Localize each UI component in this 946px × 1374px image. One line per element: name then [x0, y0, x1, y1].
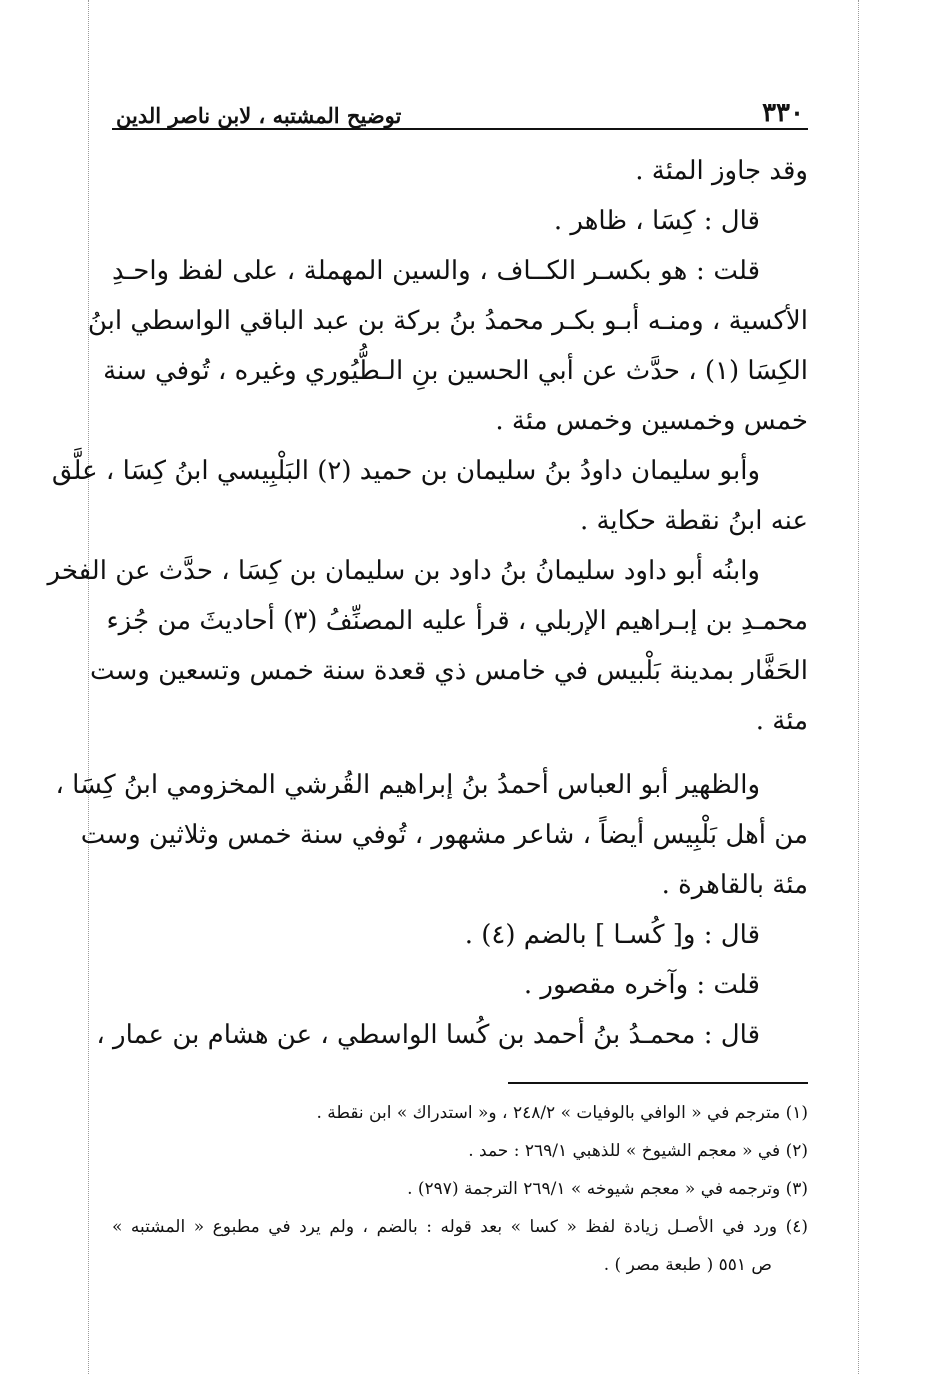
text-line: الأكسية ، ومنـه أبـو بكـر محمدُ بنُ بركة بن عبد الباقي الواسطي ابنُ	[87, 306, 808, 336]
text-line: الكِسَا (١) ، حدَّث عن أبي الحسين بنِ الـطُّيُوري وغيره ، تُوفي سنة	[103, 356, 808, 386]
footnote-separator	[508, 1082, 808, 1084]
footnote-continuation: ص ٥٥١ ( طبعة مصر ) .	[603, 1255, 772, 1275]
text-line: مئة .	[755, 706, 808, 736]
footnote: (٣) وترجمه في « معجم شيوخه » ٢٦٩/١ الترجمة (٢٩٧) .	[407, 1179, 808, 1199]
text-line: وقد جاوز المئة .	[635, 156, 808, 186]
page-header	[112, 82, 808, 130]
text-line: قال : كِسَا ، ظاهر .	[553, 206, 760, 236]
text-line: مئة بالقاهرة .	[661, 870, 808, 900]
scan-edge-dots-right	[858, 0, 859, 1374]
running-title: توضيح المشتبه ، لابن ناصر الدين	[116, 103, 402, 128]
text-line: قال : محمـدُ بنُ أحمد بن كُسا الواسطي ، عن هشام بن عمار ،	[96, 1020, 760, 1050]
text-line: قال : و[ كُسـا ] بالضم (٤) .	[464, 920, 760, 950]
main-text	[47, 146, 808, 1060]
text-line: قلت : هو بكسـر الكــاف ، والسين المهملة ، على لفظ واحـدِ	[112, 256, 760, 286]
scan-edge-dots-left	[88, 0, 89, 1374]
text-line: الحَفَّار بمدينة بَلْبيس في خامس ذي قعدة سنة خمس وتسعين وست	[89, 656, 808, 686]
paragraph-gap	[112, 746, 808, 760]
text-line: محمـدِ بن إبـراهيم الإربلي ، قرأ عليه المصنِّفُ (٣) أحاديثَ من جُزء	[106, 606, 808, 636]
text-line: قلت : وآخره مقصور .	[523, 970, 760, 1000]
text-line: وأبو سليمان داودُ بنُ سليمان بن حميد (٢) البَلْبِيسي ابنُ كِسَا ، علَّق	[51, 456, 760, 486]
footnotes	[112, 1094, 808, 1284]
text-line: وابنُه أبو داود سليمانُ بنُ داود بن سليمان بن كِسَا ، حدَّث عن الفخر	[47, 556, 760, 586]
footnote: (٢) في « معجم الشيوخ » للذهبي ٢٦٩/١ : حمد .	[468, 1141, 808, 1161]
book-page	[47, 82, 808, 1284]
text-line: عنه ابنُ نقطة حكاية .	[579, 506, 808, 536]
footnote: (١) مترجم في « الوافي بالوفيات » ٢٤٨/٢ ، و« استدراك » ابن نقطة .	[316, 1103, 808, 1123]
text-line: من أهل بَلْبِيس أيضاً ، شاعر مشهور ، تُوفي سنة خمس وثلاثين وست	[80, 820, 808, 850]
text-line: والظهير أبو العباس أحمدُ بنُ إبراهيم القُرشي المخزومي ابنُ كِسَا ،	[55, 770, 760, 800]
footnote: (٤) ورد في الأصـل زيادة لفظ « كسا » بعد قوله : بالضم ، ولم يرد في مطبوع « المشتبه »	[112, 1217, 808, 1237]
page-number: ٣٣٠	[762, 98, 804, 128]
text-line: خمس وخمسين وخمس مئة .	[495, 406, 808, 436]
